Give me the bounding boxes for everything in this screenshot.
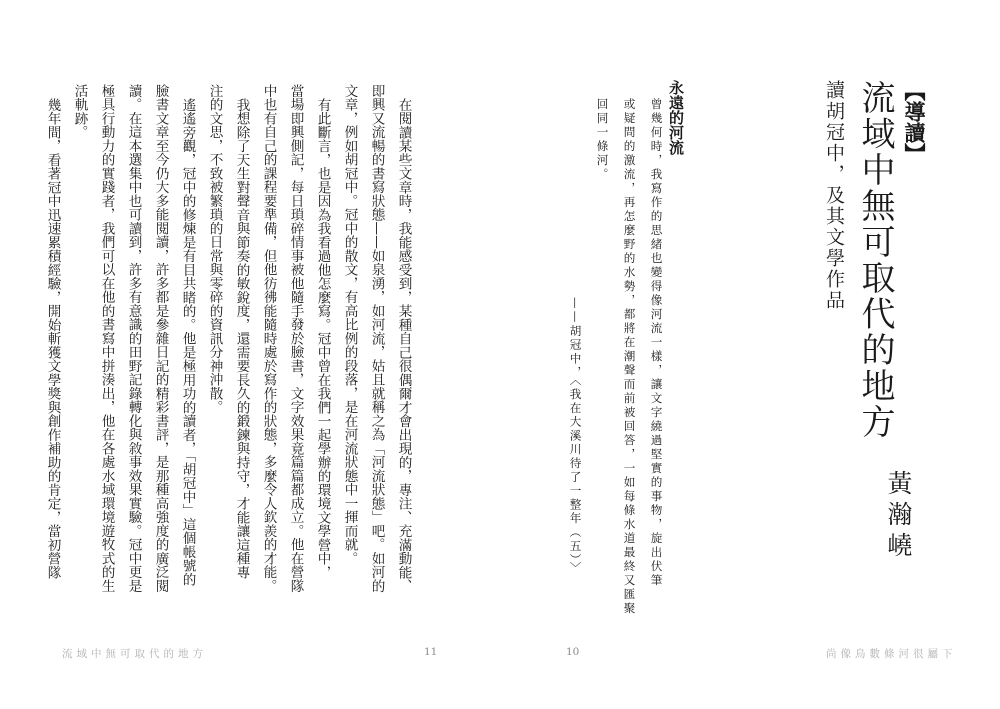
body-line: 幾年間，看著冠中迅速累積經驗，開始斬獲文學獎與創作補助的肯定，當初營隊 [44,98,61,580]
body-line: 當場即興側記，每日瑣碎情事被他隨手發於臉書，文字效果竟篇篇都成立。他在營隊 [287,84,304,593]
section-heading: 永遠的河流 [667,80,685,155]
author-name: 黃瀚嶢 [884,470,913,563]
body-line: 文章，例如胡冠中。冠中的散文，有高比例的段落，是在河流狀態中一揮而就。 [341,84,358,566]
quote-line: 或疑問的激流，再怎麼野的水勢，都將在潮聲而前被回答，一如每條水道最終又匯聚 [622,98,637,616]
quote-attribution: ——胡冠中，〈我在大溪川待了一整年（五）〉 [568,297,583,576]
running-header-left: 流域中無可取代的地方 [62,648,207,660]
body-line: 活軌跡。 [71,84,88,139]
body-line: 在閱讀某些文章時，我能感受到，某種自己很偶爾才會出現的，專注、充滿動能、 [395,98,412,593]
running-header-right: 尚像鳥數條河很屬下 [826,648,957,660]
page-number-left: 11 [424,646,438,658]
body-line: 我想除了天生對聲音與節奏的敏銳度，還需要長久的鍛鍊與持守，才能讓這種專 [233,98,250,580]
body-line: 注的文思，不致被繁瑣的日常與零碎的資訊分神沖散。 [206,84,223,414]
page-number-right: 10 [566,646,580,658]
body-line: 有此斷言，也是因為我看過他怎麼寫。冠中曾在我們一起學辦的環境文學營中， [314,98,331,580]
body-line: 讀。在這本選集中也可讀到，許多有意識的田野記錄轉化與敘事效果實驗。冠中更是 [125,84,142,593]
quote-line: 曾幾何時，我寫作的思緒也變得像河流一樣，讓文字繞過堅實的事物，旋出伏筆 [649,98,664,588]
page-subtitle: 讀胡冠中，及其文學作品 [823,80,845,311]
body-line: 中也有自己的課程要準備，但他彷彿能隨時處於寫作的狀態，多麼令人欽羨的才能。 [260,84,277,593]
body-line: 即興又流暢的書寫狀態——如泉湧，如河流，姑且就稱之為「河流狀態」吧。如河的 [368,84,385,593]
body-line: 遙遙旁觀，冠中的修煉是有目共睹的。他是極用功的讀者，「胡冠中」這個帳號的 [179,98,196,587]
body-line: 極具行動力的實踐者，我們可以在他的書寫中拼湊出，他在各處水域環境遊牧式的生 [98,84,115,593]
chapter-tag: 【導讀】 [902,80,927,164]
quote-line: 回同一條河。 [595,98,610,182]
page-title: 流域中無可取代的地方 [855,80,895,440]
body-line: 臉書文章至今仍大多能閱讀，許多都是參雜日記的精彩書評，是那種高強度的廣泛閱 [152,84,169,593]
